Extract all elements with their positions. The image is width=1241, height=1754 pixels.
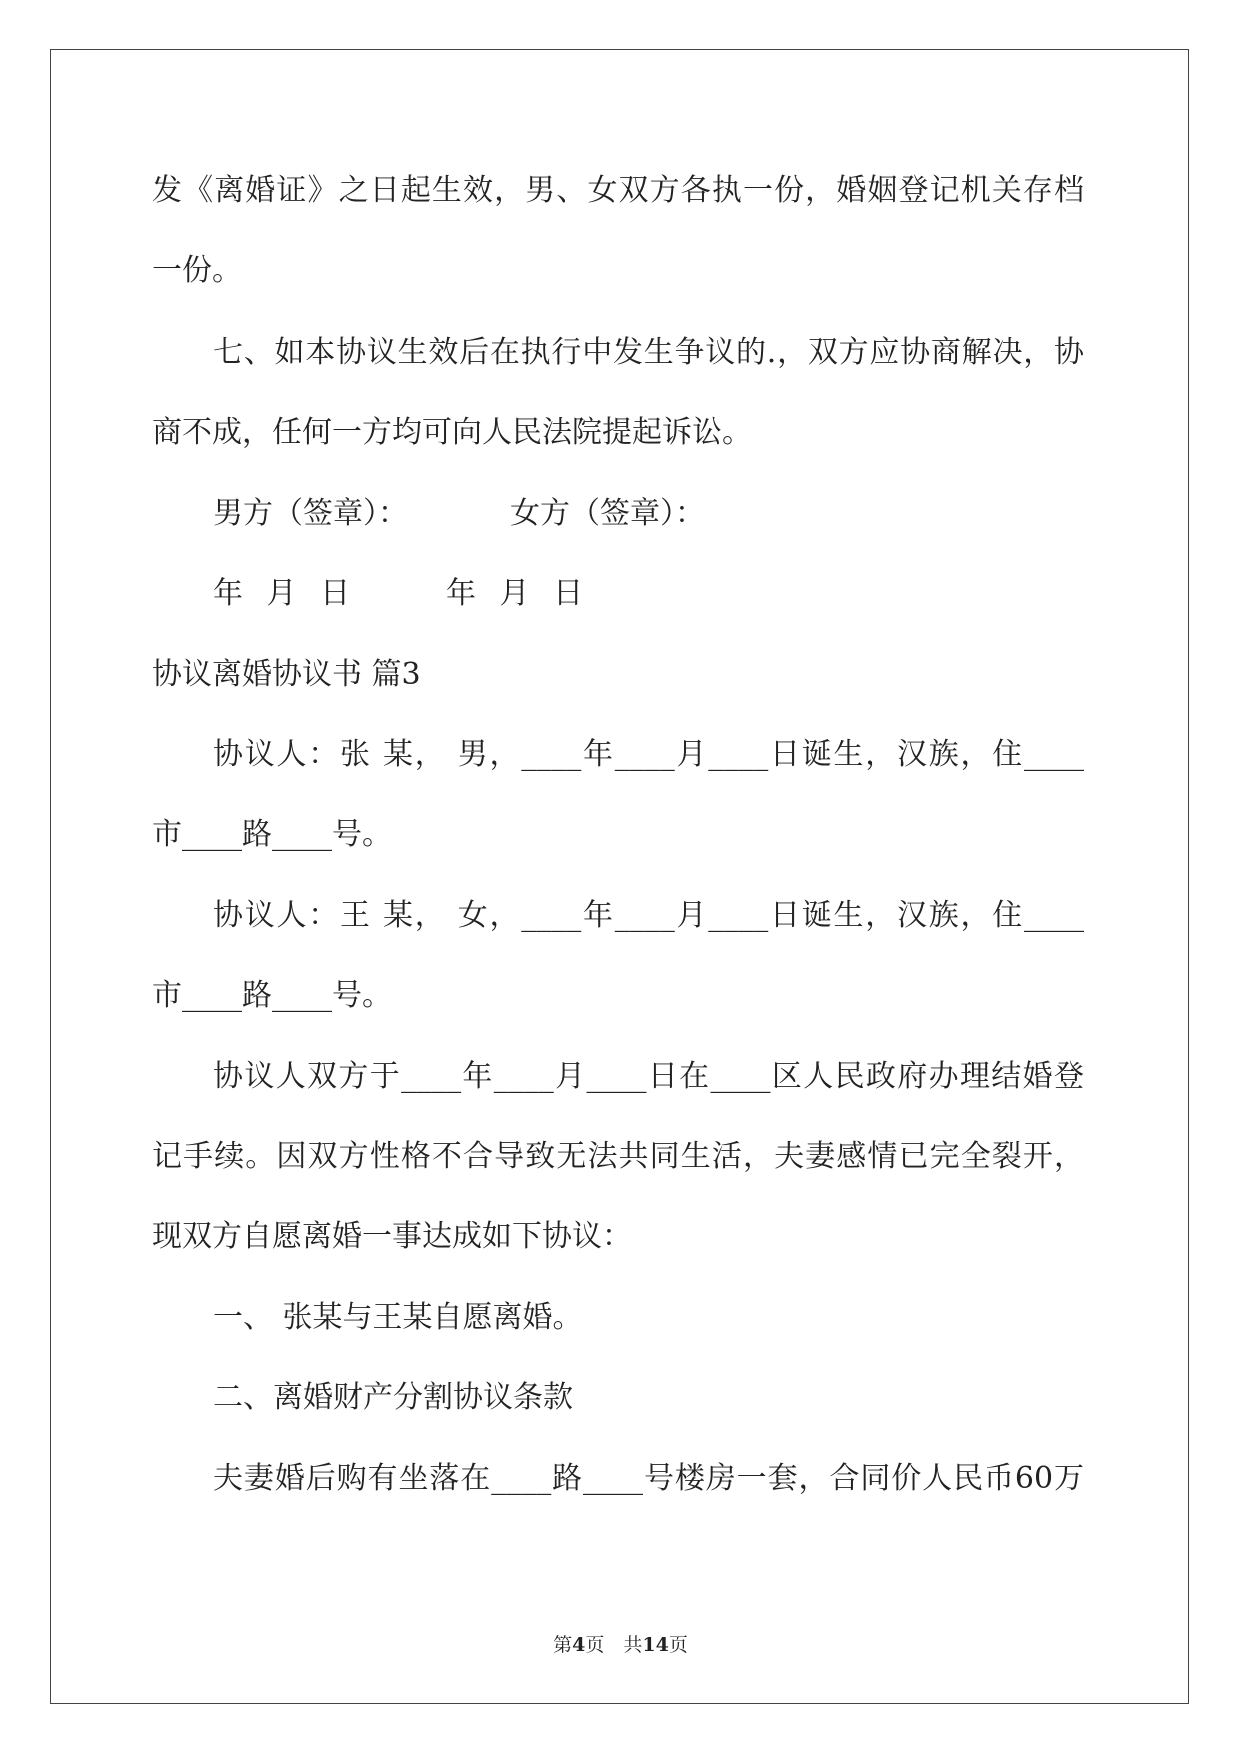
body-line: 七、如本协议生效后在执行中发生争议的.，双方应协商解决，协 [213, 335, 1084, 370]
body-line: 商不成，任何一方均可向人民法院提起诉讼。 [152, 415, 752, 450]
page-footer [0, 1630, 1241, 1657]
page-border [50, 49, 1189, 1704]
body-line: 市____路____号。 [152, 817, 392, 852]
footer-suffix: 页 [668, 1634, 688, 1656]
body-line: 一份。 [152, 253, 242, 288]
body-line: 发《离婚证》之日起生效，男、女双方各执一份，婚姻登记机关存档 [152, 173, 1084, 208]
male-signature-label: 男方（签章）： [213, 496, 408, 531]
body-line: 市____路____号。 [152, 978, 392, 1013]
body-line: 二、离婚财产分割协议条款 [213, 1380, 573, 1415]
footer-mid: 页 共 [585, 1634, 643, 1656]
female-date-line: 年 月 日 [446, 576, 584, 611]
section-title: 协议离婚协议书 篇3 [152, 657, 421, 692]
body-line: 协议人双方于____年____月____日在____区人民政府办理结婚登 [213, 1059, 1084, 1094]
body-line: 协议人：张 某， 男，____年____月____日诞生，汉族，住____ [213, 737, 1084, 772]
body-line: 一、 张某与王某自愿离婚。 [213, 1300, 583, 1335]
footer-prefix: 第 [553, 1634, 573, 1656]
body-line: 现双方自愿离婚一事达成如下协议： [152, 1219, 632, 1254]
footer-page-number: 4 [572, 1634, 586, 1656]
footer-total-pages: 14 [642, 1634, 669, 1656]
body-line: 记手续。因双方性格不合导致无法共同生活，夫妻感情已完全裂开， [152, 1139, 1084, 1174]
male-date-line: 年 月 日 [213, 576, 351, 611]
body-line: 夫妻婚后购有坐落在____路____号楼房一套，合同价人民币60万 [213, 1461, 1084, 1496]
female-signature-label: 女方（签章）： [510, 496, 705, 531]
body-line: 协议人：王 某， 女，____年____月____日诞生，汉族，住____ [213, 898, 1084, 933]
